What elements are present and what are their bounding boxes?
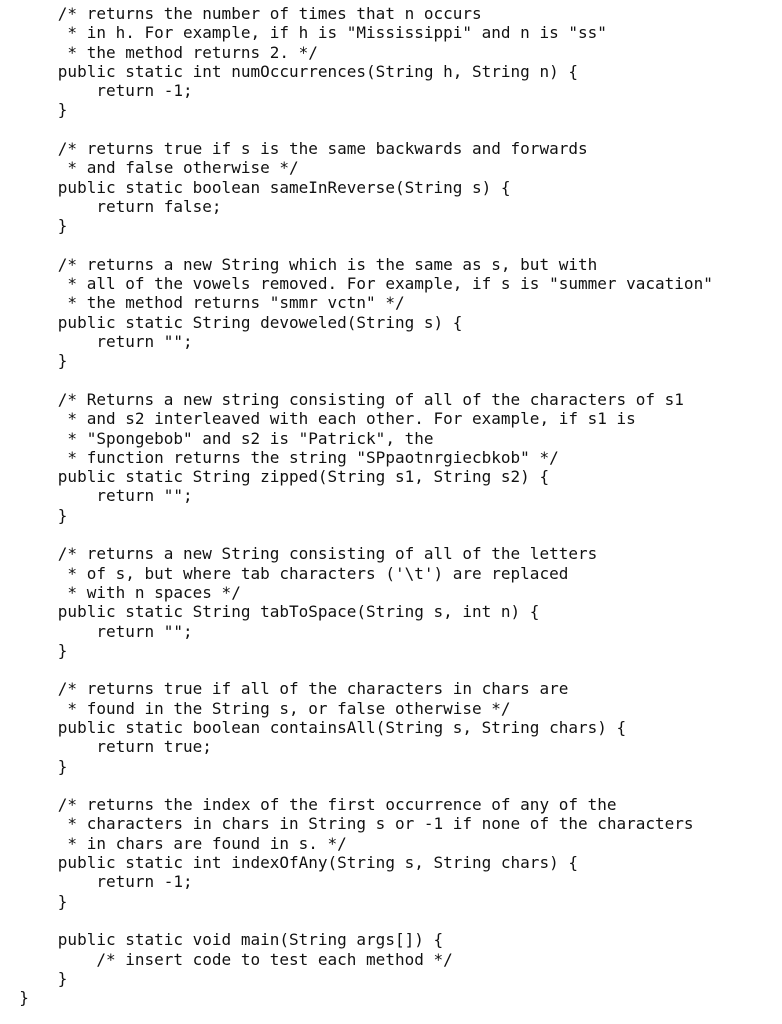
code-line [0, 120, 713, 139]
code-line: } [0, 505, 68, 525]
code-line [0, 911, 713, 930]
code-line: * all of the vowels removed. For example, if s is "summer vacation" [0, 274, 713, 294]
code-line: } [0, 756, 68, 776]
code-line: public static boolean sameInReverse(String s) { [0, 177, 511, 197]
code-line: * and s2 interleaved with each other. For example, if s1 is [0, 409, 636, 429]
code-line: public static int indexOfAny(String s, String chars) { [0, 853, 578, 873]
code-line: public static int numOccurrences(String h, String n) { [0, 61, 578, 81]
code-line: * in h. For example, if h is "Mississippi" and n is "ss" [0, 23, 607, 43]
code-line: /* insert code to test each method */ [0, 949, 453, 969]
code-line: return ""; [0, 486, 193, 506]
code-line: } [0, 968, 68, 988]
code-line: return false; [0, 196, 222, 216]
code-line: * in chars are found in s. */ [0, 833, 347, 853]
code-line [0, 371, 713, 390]
code-line: * found in the String s, or false otherwise */ [0, 698, 511, 718]
code-line: /* returns a new String which is the same as s, but with [0, 254, 598, 274]
code-line: * function returns the string "SPpaotnrgiecbkob" */ [0, 447, 559, 467]
code-line: public static String zipped(String s1, String s2) { [0, 467, 550, 487]
code-line: * and false otherwise */ [0, 158, 299, 178]
code-listing [0, 4, 713, 1007]
code-line: * the method returns 2. */ [0, 42, 318, 62]
code-line: public static String tabToSpace(String s, int n) { [0, 602, 540, 622]
code-line: * "Spongebob" and s2 is "Patrick", the [0, 428, 434, 448]
code-line: /* returns true if all of the characters in chars are [0, 679, 569, 699]
code-line: } [0, 351, 68, 371]
code-line: /* returns the index of the first occurrence of any of the [0, 795, 617, 815]
code-line: * of s, but where tab characters ('\t') are replaced [0, 563, 569, 583]
code-line: * the method returns "smmr vctn" */ [0, 293, 405, 313]
code-line: return true; [0, 737, 212, 757]
code-line [0, 525, 713, 544]
code-line: } [0, 891, 68, 911]
code-line: } [0, 216, 68, 236]
code-line: /* Returns a new string consisting of all of the characters of s1 [0, 389, 684, 409]
code-line: return ""; [0, 621, 193, 641]
code-line: public static boolean containsAll(String s, String chars) { [0, 717, 627, 737]
code-line: return -1; [0, 872, 193, 892]
code-line: /* returns a new String consisting of all of the letters [0, 544, 598, 564]
code-line: * with n spaces */ [0, 582, 241, 602]
code-line: } [0, 640, 68, 660]
code-line: public static String devoweled(String s) { [0, 312, 463, 332]
code-line: public static void main(String args[]) { [0, 930, 444, 950]
code-line [0, 660, 713, 679]
code-line [0, 776, 713, 795]
code-line: return ""; [0, 332, 193, 352]
code-line: } [0, 100, 68, 120]
code-line [0, 236, 713, 255]
code-line: /* returns true if s is the same backwards and forwards [0, 139, 588, 159]
code-line: return -1; [0, 81, 193, 101]
code-line: } [0, 988, 29, 1008]
code-line: * characters in chars in String s or -1 if none of the characters [0, 814, 694, 834]
code-line: /* returns the number of times that n occurs [0, 4, 482, 23]
